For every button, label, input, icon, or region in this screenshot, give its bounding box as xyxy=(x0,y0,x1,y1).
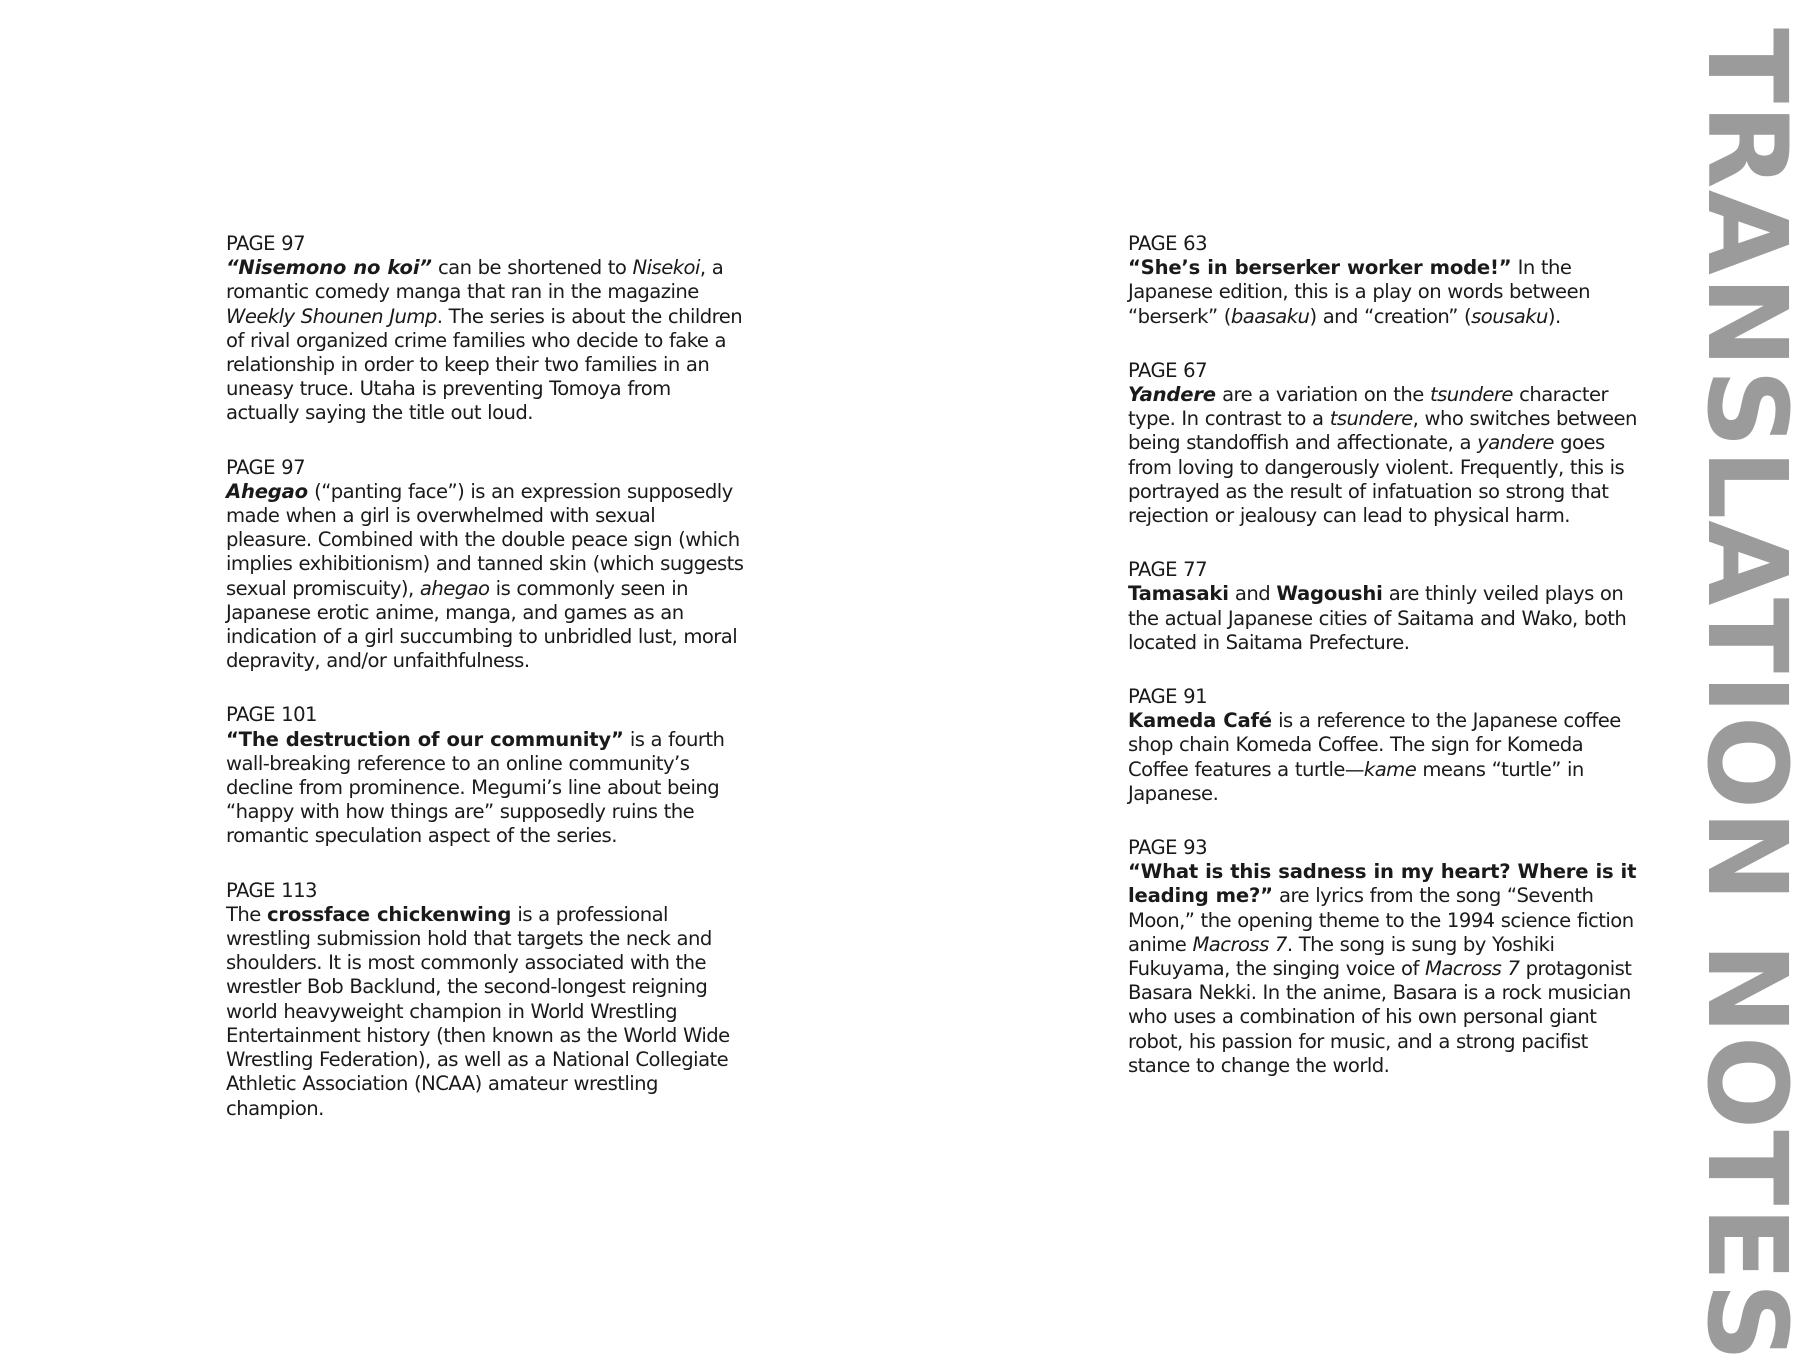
translation-note xyxy=(226,456,746,674)
side-title: TRANSLATION NOTES xyxy=(1683,28,1811,1363)
note-text xyxy=(226,728,746,849)
note-term: Wagoushi xyxy=(1276,582,1383,606)
note-term: Kameda Café xyxy=(1128,709,1272,733)
note-text-run: . The series is about the children of rival organized crime families who decide to fake a relationship in order to keep their two families in an uneasy truce. Utaha is preventing Tomoya from actually saying the title out loud. xyxy=(226,304,743,425)
note-term: “Nisemono no koi” xyxy=(226,256,432,280)
translation-note xyxy=(226,879,746,1121)
note-term: “She’s in berserker worker mode!” xyxy=(1128,256,1512,280)
note-page-number: PAGE 97 xyxy=(226,232,305,255)
note-text-run: In the Japanese edition, this is a play on words between “berserk” ( xyxy=(1128,256,1590,328)
note-text-run: are thinly veiled plays on the actual Japanese cities of Saitama and Wako, both located in Saitama Prefecture. xyxy=(1128,582,1627,654)
translation-note xyxy=(1128,685,1648,806)
note-text-run: are lyrics from the song “Seventh Moon,” the opening theme to the 1994 science fiction anime xyxy=(1128,884,1634,956)
note-term: Weekly Shounen Jump xyxy=(226,304,437,328)
note-page-number: PAGE 97 xyxy=(226,455,305,479)
note-text-run: . The song is sung by Yoshiki Fukuyama, the singing voice of xyxy=(1128,932,1555,981)
note-text-run: is commonly seen in Japanese erotic anime, manga, and games as an indication of a girl succumbing to unbridled lust, moral depravity, and/or unfaithfulness. xyxy=(226,576,738,673)
note-term: Tamasaki xyxy=(1128,582,1229,606)
note-text-run: and xyxy=(1228,582,1277,606)
note-term: “What is this sadness in my heart? Where is it leading me?” xyxy=(1128,860,1637,908)
note-text-run: can be shortened to xyxy=(431,256,633,280)
note-text-run: is a fourth wall-breaking reference to an online community’s decline from prominence. Megumi’s line about being “happy with how things are” supposedly ruins the romantic speculation aspect of the series. xyxy=(226,727,725,848)
note-term: kame xyxy=(1363,757,1417,781)
note-term: “The destruction of our community” xyxy=(226,727,624,751)
note-term: Yandere xyxy=(1128,383,1216,407)
note-term: Ahegao xyxy=(226,479,308,503)
note-term: tsundere xyxy=(1429,383,1513,407)
note-page-number: PAGE 101 xyxy=(226,703,317,727)
note-text-run: protagonist Basara Nekki. In the anime, Basara is a rock musician who uses a combination of his own personal giant robot, his passion for music, and a strong pacifist stance to change the world. xyxy=(1128,957,1632,1077)
note-term: yandere xyxy=(1477,431,1554,455)
note-text xyxy=(1128,860,1648,1078)
note-text-run: The xyxy=(226,902,267,926)
note-term: tsundere xyxy=(1329,407,1413,431)
note-term: ahegao xyxy=(419,576,490,600)
note-text xyxy=(226,480,746,674)
note-page-number: PAGE 113 xyxy=(226,878,317,902)
note-text-run: , a romantic comedy manga that ran in the magazine xyxy=(226,256,724,304)
translation-note xyxy=(1128,359,1648,528)
note-term: baasaku xyxy=(1230,304,1310,328)
note-text-run: goes from loving to dangerously violent. Frequently, this is portrayed as the result of infatuation so strong that rejection or jealousy can lead to physical harm. xyxy=(1128,431,1625,528)
note-page-number: PAGE 91 xyxy=(1128,685,1207,709)
note-text xyxy=(226,903,746,1121)
note-text-run: are a variation on the xyxy=(1215,383,1430,407)
note-term: crossface chickenwing xyxy=(266,902,512,926)
note-term: Macross 7 xyxy=(1192,932,1287,956)
note-text xyxy=(1128,256,1648,329)
note-text-run: is a professional wrestling submission hold that targets the neck and shoulders. It is most commonly associated with the wrestler Bob Backlund, the second-longest reigning world heavyweight champion in World Wrestling Entertainment history (then known as the World Wide Wrestling Federation), as well as a National Collegiate Athletic Association (NCAA) amateur wrestling champion. xyxy=(226,902,730,1120)
note-text-run: means “turtle” in Japanese. xyxy=(1128,757,1584,805)
note-term: Nisekoi xyxy=(632,256,700,280)
note-term: sousaku xyxy=(1471,304,1548,328)
left-notes-column xyxy=(226,232,746,1151)
translation-note xyxy=(226,703,746,848)
note-page-number: PAGE 93 xyxy=(1128,836,1207,860)
translation-note xyxy=(1128,836,1648,1078)
note-term: Macross 7 xyxy=(1425,957,1520,981)
note-text-run: (“panting face”) is an expression supposedly made when a girl is overwhelmed with sexual pleasure. Combined with the double peace sign (which implies exhibitionism) and tanned skin (which suggests sexual promiscuity), xyxy=(226,479,744,600)
note-text xyxy=(1128,582,1648,655)
translation-note xyxy=(226,232,746,426)
note-text-run: , who switches between being standoffish and affectionate, a xyxy=(1128,407,1637,455)
note-page-number: PAGE 63 xyxy=(1128,232,1207,255)
note-text-run: ). xyxy=(1547,304,1561,328)
note-text xyxy=(1128,709,1648,806)
note-page-number: PAGE 67 xyxy=(1128,358,1207,382)
note-page-number: PAGE 77 xyxy=(1128,558,1207,582)
note-text xyxy=(226,256,746,425)
note-text xyxy=(1128,383,1648,528)
note-text-run: ) and “creation” ( xyxy=(1309,304,1472,328)
translation-note xyxy=(1128,232,1648,329)
note-text-run: is a reference to the Japanese coffee shop chain Komeda Coffee. The sign for Komeda Coffee features a turtle— xyxy=(1128,709,1621,781)
translation-note xyxy=(1128,558,1648,655)
right-notes-column xyxy=(1128,232,1648,1108)
side-title-bar xyxy=(1683,28,1811,1363)
note-text-run: character type. In contrast to a xyxy=(1128,383,1608,431)
